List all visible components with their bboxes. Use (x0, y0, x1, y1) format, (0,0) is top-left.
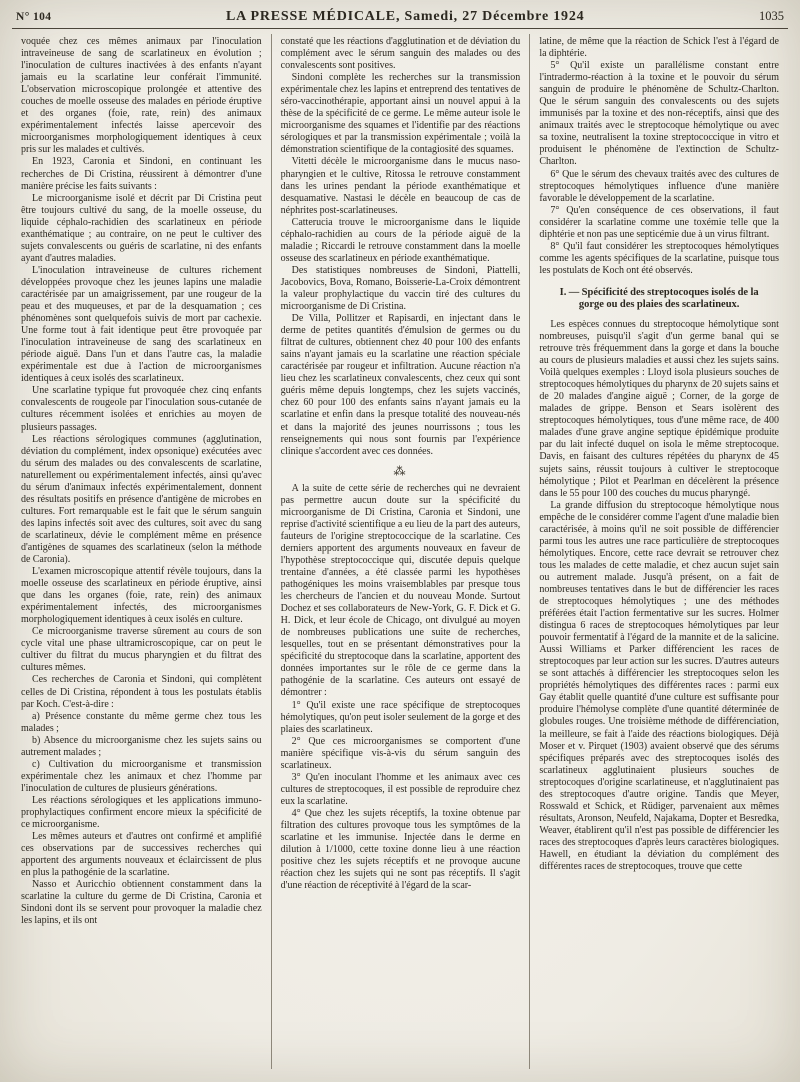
paragraph: Les espèces connues du streptocoque hémolytique sont nombreuses, puisqu'il s'agit d'un germe banal qui se retrouve très fréquemment dans la gorge et dans la bouche au cours de plusieurs maladies et aussi chez les sujets sains. Voilà quelques exemples : Lloyd isola plusieurs souches de streptocoques hémolytiques du pharynx de 20 sujets sains et de 20 malades d'angine aiguë ; Corner, de la gorge de malades de grippe. Benson et Sears isolèrent des streptocoques hémolytiques, tous d'une même race, de 400 malades d'une grave angine septique épidémique produite par du lait infecté duquel on isola le même streptocoque. Davis, en faisant des cultures répétées du pharynx de 45 sujets sains, réussit toujours à cultiver le streptocoque hémolytique ; Pilot et Pearlman en décelèrent la présence dans le 55 pour 100 des couches du mucus pharyngé. (539, 318, 779, 499)
paragraph: Une scarlatine typique fut provoquée chez cinq enfants convalescents de rougeole par l'inoculation sous-cutanée de cultures récemment isolées et enrichies au moyen de plusieurs passages. (21, 385, 262, 433)
paragraph: L'examen microscopique attentif révèle toujours, dans la moelle osseuse des scarlatineux en période éruptive, ainsi que dans les organes (foie, rate, rein) des animaux expérimentalement infectés, des microorganismes morphologiquement identiques à ceux isolés en culture. (21, 566, 262, 626)
paragraph: Les réactions sérologiques communes (agglutination, déviation du complément, index opsonique) exécutées avec du sérum des malades ou des convalescents de scarlatine, naturellement ou expérimentalement infectés, ainsi qu'avec du sérum d'animaux infectés expérimentalement, donnent des résultats positifs en présence d'antigène de microbes en cultures. Fort remarquable est le fait que le sérum sanguin des lapins infectés soit avec des cultures, soit avec du sang de scarlatineux, dévie le complément même en présence d'antigènes de squames des scarlatineux (selon la méthode de Caronia). (21, 433, 262, 566)
text-column-1 (12, 34, 271, 1069)
paragraph: 3° Qu'en inoculant l'homme et les animaux avec ces cultures de streptocoques, il est possible de reproduire chez eux la scarlatine. (280, 771, 521, 807)
article-body (0, 29, 800, 1069)
paragraph: 5° Qu'il existe un parallélisme constant entre l'intradermo-réaction à la toxine et le pouvoir du sérum sanguin de produire le phénomène de Schultz-Charlton. Que le sérum sanguin des convalescents ou des sujets immunisés par la toxine et des non-réceptifs, ainsi que des animaux traités avec le streptocoque hémolytique ou avec sa toxine, neutralisent la toxine streptococcique in vitro et produisent le phénomène de l'extinction de Schultz-Charlton. (539, 60, 779, 168)
paragraph: Ce microorganisme traverse sûrement au cours de son cycle vital une phase ultramicroscopique, car on peut le cultiver du filtrat du mucus pharyngien et du filtrat des cultures mêmes. (21, 626, 262, 674)
paragraph: Sindoni complète les recherches sur la transmission expérimentale chez les lapins et entreprend des tentatives de séro-vaccinothérapie, apportant ainsi un nouvel appui à la thèse de la spécificité de ce germe. Le même auteur isole le microorganisme des squames et l'identifie par des réactions sérologiques et par la transmission expérimentale ; voilà la démonstration scientifique de la contagiosité des squames. (280, 72, 521, 156)
paragraph: 8° Qu'il faut considérer les streptocoques hémolytiques comme les agents spécifiques de la scarlatine, puisque tous les postulats de Koch ont été observés. (539, 240, 779, 276)
paragraph: a) Présence constante du même germe chez tous les malades ; (21, 710, 262, 734)
paragraph: De Villa, Pollitzer et Rapisardi, en injectant dans le derme de petites quantités d'émulsion de germes ou du filtrat de cultures, obtiennent chez 40 pour 100 des enfants sains n'ayant jamais eu la scarlatine une réaction spéciale caractérisée par rougeur et infiltration. Aucune réaction n'a lieu chez les scarlatineux convalescents, chez ceux qui sont guéris même depuis longtemps, chez les sujets vaccinés, chez 60 pour 100 des enfants sains n'ayant jamais eu la scarlatine et enfin dans la presque totalité des nouveau-nés et dans la majorité des jeunes nourrissons ; tous les renseignements qui nous sont fournis par l'expérience clinique s'accordent avec ces données. (280, 313, 521, 457)
page-header (0, 0, 800, 28)
paragraph: Ces recherches de Caronia et Sindoni, qui complètent celles de Di Cristina, répondent à tous les postulats établis par Koch. C'est-à-dire : (21, 674, 262, 710)
paragraph: Les réactions sérologiques et les applications immuno-prophylactiques confirment encore mieux la spécificité de ce microorganisme. (21, 794, 262, 831)
paragraph: constaté que les réactions d'agglutination et de déviation du complément avec le sérum sanguin des malades ou des convalescents sont positives. (280, 36, 521, 72)
paragraph: Vitetti décèle le microorganisme dans le mucus naso-pharyngien et le cultive, Ritossa le retrouve constamment dans les urines pendant la période exanthématique et desquamative. Nastasi le décèle en beaucoup de cas de néphrites post-scarlatineuses. (280, 156, 521, 216)
asterism-separator: ⁂ (393, 463, 408, 478)
issue-number: N° 104 (16, 11, 52, 23)
paragraph: Nasso et Auricchio obtiennent constamment dans la scarlatine la culture du germe de Di Cristina, Caronia et Sindoni dont ils se servent pour provoquer la maladie chez les lapins, et ils ont (21, 879, 262, 927)
section-heading: I. — Spécificité des streptocoques isolés de la gorge ou des plaies des scarlatineux. (559, 286, 759, 311)
paragraph: En 1923, Caronia et Sindoni, en continuant les recherches de Di Cristina, réussirent à démontrer d'une manière précise les faits suivants : (21, 156, 262, 192)
paragraph: 6° Que le sérum des chevaux traités avec des cultures de streptocoques hémolytiques influence d'une manière favorable le développement de la scarlatine. (539, 168, 779, 204)
paragraph: L'inoculation intraveineuse de cultures richement développées provoque chez les jeunes lapins une maladie caractérisée par un amaigrissement, par une rougeur de la peau et des muqueuses, et par de la desquamation ; ces phénomènes sont quelquefois suivis de mort par cachexie. Une forme tout à fait identique peut être provoquée par l'inoculation intraveineuse de sang des scarlatineux en période aiguë. Dans l'un et dans l'autre cas, la maladie expérimentale est due à l'action de microorganismes identiques à ceux isolés des scarlatineux. (21, 264, 262, 385)
paragraph: 1° Qu'il existe une race spécifique de streptocoques hémolytiques, qu'on peut isoler seulement de la gorge et des plaies des scarlatineux. (280, 699, 521, 735)
paragraph: voquée chez ces mêmes animaux par l'inoculation intraveineuse de sang de scarlatineux en évolution ; l'inoculation de cultures inactivées à des enfants n'ayant jamais eu la scarlatine leur conférait l'immunité. L'observation microscopique prolongée et attentive des couches de moelle osseuse des malades en période éruptive et des organes (foie, rate, rein) des animaux expérimentalement infectés laisse apercevoir des microorganismes morphologiquement identiques à ceux pris sur les malades et cultivés. (21, 36, 262, 156)
journal-title: LA PRESSE MÉDICALE, Samedi, 27 Décembre 1924 (225, 9, 585, 24)
page-number: 1035 (758, 9, 784, 23)
paragraph: Le microorganisme isolé et décrit par Di Cristina peut être toujours cultivé du sang, de la moelle osseuse, du liquide céphalo-rachidien des scarlatineux en période exanthématique ; au contraire, on ne peut le cultiver des sujets convalescents ou guéris de scarlatine, ni des enfants ayant d'autres maladies. (21, 192, 262, 264)
paragraph: 7° Qu'en conséquence de ces observations, il faut considérer la scarlatine comme une toxémie telle que la diphtérie et non pas une septicémie due à un virus filtrant. (539, 204, 779, 240)
paragraph: Les mêmes auteurs et d'autres ont confirmé et amplifié ces observations par de successives recherches qui apportent des arguments nouveaux et éclaircissent de plus en plus la pathogénie de la scarlatine. (21, 831, 262, 879)
paragraph: latine, de même que la réaction de Schick l'est à l'égard de la diphtérie. (539, 36, 779, 60)
paragraph: 4° Que chez les sujets réceptifs, la toxine obtenue par filtration des cultures provoque tous les symptômes de la scarlatine et les immunise. Injectée dans le derme en dilution à 1/1000, cette toxine donne lieu à une réaction positive chez les sujets réceptifs et ne provoque aucune réaction chez les sujets qui ne sont pas réceptifs. Il s'agit d'une réaction de réceptivité à l'égard de la scar- (280, 807, 521, 892)
paragraph: c) Cultivation du microorganisme et transmission expérimentale chez les animaux et chez l'homme par l'inoculation de cultures de plusieurs générations. (21, 758, 262, 794)
paragraph: 2° Que ces microorganismes se comportent d'une manière spécifique vis-à-vis du sérum sanguin des scarlatineux. (280, 735, 521, 771)
paragraph: La grande diffusion du streptocoque hémolytique nous empêche de le considérer comme l'agent d'une maladie bien caractérisée, à moins qu'il ne soit possible de différencier parmi tous les autres une race particulière de streptocoques hémolytiques. Encore, cette race devrait se retrouver chez tous les malades de cette maladie, et chez aucun sujet sain ou autrement malade. Jusqu'à présent, on a fait de nombreuses tentatives dans le but de différencier les races de streptocoques hémolytiques ; une des méthodes préférées était l'action fermentative sur les sucres. Holmer distingua 6 races de streptocoques hémolytiques par leur pouvoir fermentatif à l'égard de la mannite et de la salicine. Aussi Williams et Parker différencient les races de streptocoques par leur action sur les sucres. D'autres auteurs se sont attachés à différencier les streptocoques selon les propriétés hémolytiques des différentes races : parmi eux Gay établit quelle quantité d'une culture est suffisante pour produire l'hémolyse complète d'une quantité déterminée de globules rouges. Une troisième méthode de différenciation, la meilleure, se fait à l'aide des réactions biologiques. Déjà Moser et v. Pirquet (1903) avaient observé que des sérums spécifiques préparés avec des streptocoques isolés des scarlatineux agglutinaient plusieurs souches de streptocoques d'origine scarlatineuse, et n'agglutinaient pas des streptocoques d'autre origine. Tandis que Meyer, Rosswald et Schick, et Rüdiger, parvenaient aux mêmes résultats, Aronson, Neufeld, Najakama, Dopter et Besredka, Weaver, établirent qu'il n'est pas possible de différencier les races des streptocoques d'après leurs caractères biologiques. Hawell, en étudiant la déviation du complément des différentes races de streptocoques, trouve que cette (539, 499, 779, 873)
paragraph: Catterucia trouve le microorganisme dans le liquide céphalo-rachidien au cours de la période aiguë de la maladie ; Riccardi le retrouve constamment dans la moelle osseuse des scarlatineux en période exanthématique. (280, 216, 521, 264)
paragraph: b) Absence du microorganisme chez les sujets sains ou autrement malades ; (21, 734, 262, 758)
text-column-2 (271, 34, 530, 1069)
paragraph: A la suite de cette série de recherches qui ne devraient pas permettre aucun doute sur la spécificité du microorganisme de Di Cristina, Caronia et Sindoni, une reprise d'activité scientifique a eu lieu de la part des auteurs, fauteurs de l'origine streptococcique de la scarlatine. Ces derniers apportent des arguments nouveaux en faveur de l'hypothèse streptococcique qui, discutée depuis quelque trentaine d'années, a été classée parmi les hypothèses pathogéniques les moins vraisemblables par presque tous les chercheurs de l'ancien et du nouveau Monde. Surtout Dochez et ses collaborateurs de New-York, G. F. Dick et G. H. Dick, et leur école de Chicago, ont divulgué au moyen de nombreuses publications une suite de recherches, lesquelles, tout en se présentant démonstratives pour la spécificité du streptocoque dans la scarlatine, apportent des données importantes sur le rôle de ce germe dans la pathogénie de la scarlatine. Ces auteurs ont essayé de démontrer : (280, 482, 521, 699)
paragraph: Des statistiques nombreuses de Sindoni, Piattelli, Jacobovics, Bova, Romano, Boisserie-La-Croix démontrent la valeur prophylactique du vaccin tiré des cultures du microorganisme de Di Cristina. (280, 264, 521, 313)
text-column-3 (529, 34, 788, 1069)
